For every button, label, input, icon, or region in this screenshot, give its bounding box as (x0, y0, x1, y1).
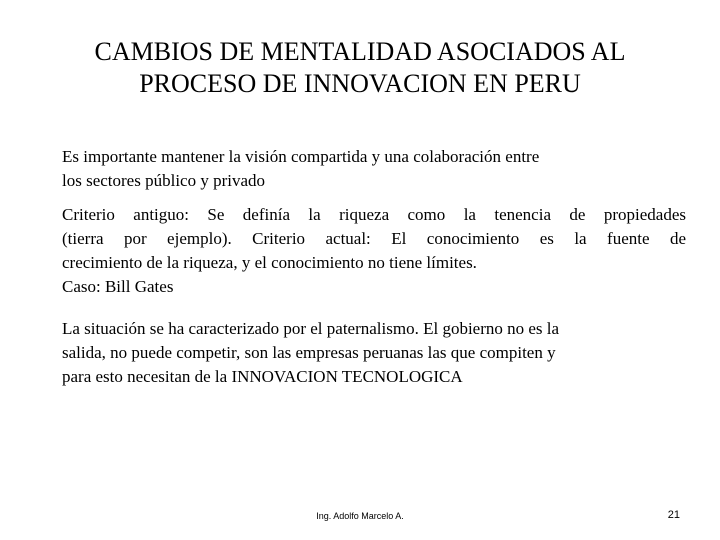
slide-title-line-2: PROCESO DE INNOVACION EN PERU (139, 69, 581, 98)
paragraph-line: crecimiento de la riqueza, y el conocimiento no tiene límites. (62, 253, 477, 272)
slide-title (30, 36, 690, 100)
paragraph-wealth-criteria (62, 203, 686, 299)
paragraph-line: salida, no puede competir, son las empresas peruanas las que compiten y (62, 343, 556, 362)
paragraph-line: Caso: Bill Gates (62, 277, 174, 296)
paragraph-line: Criterio antiguo: Se definía la riqueza como la tenencia de propiedades (62, 205, 686, 224)
slide-title-line-1: CAMBIOS DE MENTALIDAD ASOCIADOS AL (94, 37, 626, 66)
paragraph-shared-vision (62, 145, 686, 193)
page-number: 21 (667, 509, 680, 521)
paragraph-line: para esto necesitan de la INNOVACION TECNOLOGICA (62, 367, 463, 386)
paragraph-line: La situación se ha caracterizado por el paternalismo. El gobierno no es la (62, 319, 560, 338)
footer-author: Ing. Adolfo Marcelo A. (316, 511, 404, 521)
paragraph-line: Es importante mantener la visión compartida y una colaboración entre (62, 147, 540, 166)
paragraph-line: (tierra por ejemplo). Criterio actual: El conocimiento es la fuente de (62, 229, 686, 248)
paragraph-paternalism (62, 317, 686, 389)
paragraph-line: los sectores público y privado (62, 171, 266, 190)
